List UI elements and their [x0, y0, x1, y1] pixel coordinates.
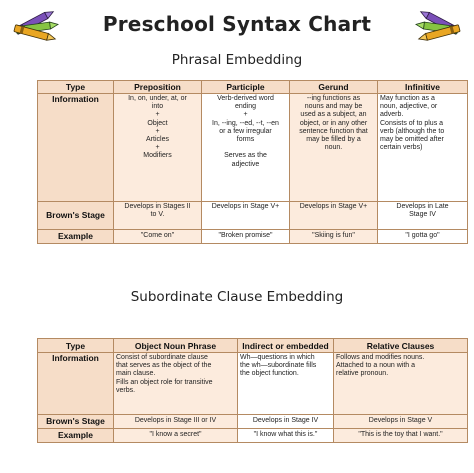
table-cell: Develops in Late Stage IV [378, 202, 468, 230]
table-cell: "This is the toy that I want." [334, 429, 468, 443]
column-header: Object Noun Phrase [114, 339, 238, 353]
table-cell: "Skiing is fun" [290, 230, 378, 244]
column-header: Preposition [114, 81, 202, 94]
table-cell: Develops in Stage IV [238, 415, 334, 429]
row-label: Brown's Stage [38, 202, 114, 230]
table-cell: Wh—questions in which the wh—subordinate fills the object function. [238, 353, 334, 415]
table-cell: "Broken promise" [202, 230, 290, 244]
table-cell: Develops in Stage V+ [290, 202, 378, 230]
table-cell: Develops in Stage V [334, 415, 468, 429]
phrasal-embedding-heading: Phrasal Embedding [171, 52, 303, 68]
table-cell: "Come on" [114, 230, 202, 244]
column-header: Participle [202, 81, 290, 94]
table-row [38, 94, 468, 202]
table-cell: --ing functions as nouns and may be used as a subject, an object, or in any other sentence function that may be filled by a noun. [290, 94, 378, 202]
table-cell: "I know what this is." [238, 429, 334, 443]
phrasal-embedding-table [37, 80, 468, 244]
page-title: Preschool Syntax Chart [102, 12, 372, 36]
column-header: Relative Clauses [334, 339, 468, 353]
table-row [38, 415, 468, 429]
column-header: Gerund [290, 81, 378, 94]
table-row [38, 429, 468, 443]
table-cell: Follows and modifies nouns. Attached to a noun with a relative pronoun. [334, 353, 468, 415]
column-header: Infinitive [378, 81, 468, 94]
column-header: Indirect or embedded [238, 339, 334, 353]
table-cell: "I know a secret" [114, 429, 238, 443]
table-cell: Consist of subordinate clause that serves as the object of the main clause. Fills an object role for transitive verbs. [114, 353, 238, 415]
table-header-row [38, 81, 468, 94]
subordinate-clause-table [37, 338, 468, 443]
table-header-row [38, 339, 468, 353]
column-header: Type [38, 339, 114, 353]
row-label: Information [38, 94, 114, 202]
table-cell: "I gotta go" [378, 230, 468, 244]
table-row [38, 353, 468, 415]
row-label: Example [38, 429, 114, 443]
column-header: Type [38, 81, 114, 94]
row-label: Example [38, 230, 114, 244]
table-cell: Develops in Stages II to V. [114, 202, 202, 230]
row-label: Information [38, 353, 114, 415]
table-cell: Develops in Stage V+ [202, 202, 290, 230]
table-row [38, 202, 468, 230]
table-cell: Develops in Stage III or IV [114, 415, 238, 429]
row-label: Brown's Stage [38, 415, 114, 429]
table-cell: In, on, under, at, or into + Object + Articles + Modifiers [114, 94, 202, 202]
table-cell: May function as a noun, adjective, or adverb. Consists of to plus a verb (although the to may be omitted after certain verbs) [378, 94, 468, 202]
subordinate-clause-heading: Subordinate Clause Embedding [130, 289, 344, 305]
table-row [38, 230, 468, 244]
table-cell: Verb-derived word ending + In, --ing, --ed, --t, --en or a few irregular forms Serves as the adjective [202, 94, 290, 202]
